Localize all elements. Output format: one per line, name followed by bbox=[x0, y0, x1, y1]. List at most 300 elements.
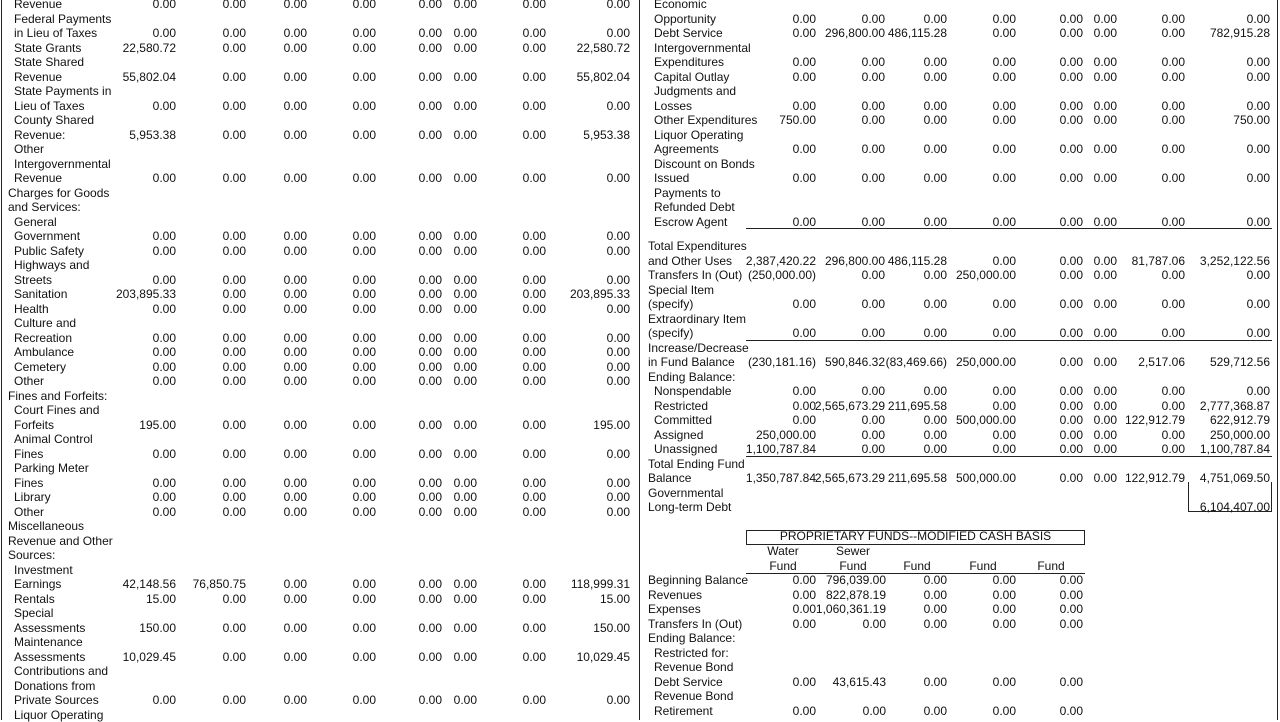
right-row-label: Other Expenditures bbox=[654, 113, 757, 128]
left-cell: 0.00 bbox=[286, 331, 376, 346]
proprietary-title: PROPRIETARY FUNDS--MODIFIED CASH BASIS bbox=[746, 529, 1085, 544]
left-cell: 0.00 bbox=[456, 621, 546, 636]
left-row-label: Fines and Forfeits: bbox=[8, 389, 107, 404]
left-cell: 0.00 bbox=[217, 244, 307, 259]
prop-cell: 0.00 bbox=[726, 617, 816, 632]
prop-row-label: Transfers In (Out) bbox=[648, 617, 742, 632]
left-cell: 0.00 bbox=[156, 26, 246, 41]
right-cell: 0.00 bbox=[857, 413, 947, 428]
left-cell: 55,802.04 bbox=[86, 70, 176, 85]
left-row-label: Special bbox=[14, 606, 53, 621]
left-cell: 0.00 bbox=[286, 273, 376, 288]
prop-cell: 0.00 bbox=[857, 573, 947, 588]
left-cell: 0.00 bbox=[217, 0, 307, 12]
left-cell: 0.00 bbox=[156, 41, 246, 56]
left-cell: 195.00 bbox=[540, 418, 630, 433]
right-row-label: Payments to bbox=[654, 186, 721, 201]
left-cell: 0.00 bbox=[286, 476, 376, 491]
right-cell: 211,695.58 bbox=[857, 471, 947, 486]
left-cell: 0.00 bbox=[456, 0, 546, 12]
left-cell: 0.00 bbox=[286, 345, 376, 360]
left-row-label: Cemetery bbox=[14, 360, 66, 375]
left-cell: 0.00 bbox=[156, 374, 246, 389]
right-cell: 0.00 bbox=[726, 326, 816, 341]
left-cell: 0.00 bbox=[286, 302, 376, 317]
left-cell: 0.00 bbox=[217, 229, 307, 244]
left-cell: 118,999.31 bbox=[540, 577, 630, 592]
right-cell: 0.00 bbox=[993, 12, 1083, 27]
left-cell: 0.00 bbox=[86, 374, 176, 389]
left-cell: 0.00 bbox=[540, 331, 630, 346]
right-cell: 2,517.06 bbox=[1095, 355, 1185, 370]
left-cell: 0.00 bbox=[217, 99, 307, 114]
right-cell: 0.00 bbox=[1027, 399, 1117, 414]
right-cell: 0.00 bbox=[1027, 254, 1117, 269]
left-row-label: Sources: bbox=[8, 548, 55, 563]
right-cell: 0.00 bbox=[1095, 215, 1185, 230]
prop-cell: 0.00 bbox=[857, 675, 947, 690]
right-cell: 0.00 bbox=[926, 326, 1016, 341]
left-cell: 0.00 bbox=[352, 592, 442, 607]
left-cell: 0.00 bbox=[352, 621, 442, 636]
right-cell: 0.00 bbox=[1180, 297, 1270, 312]
right-cell: 486,115.28 bbox=[857, 254, 947, 269]
left-row-label: Earnings bbox=[14, 577, 61, 592]
prop-cell: 0.00 bbox=[726, 675, 816, 690]
left-cell: 0.00 bbox=[352, 273, 442, 288]
left-cell: 0.00 bbox=[286, 374, 376, 389]
right-cell: 2,777,368.87 bbox=[1180, 399, 1270, 414]
right-cell: 0.00 bbox=[993, 384, 1083, 399]
left-cell: 0.00 bbox=[217, 70, 307, 85]
right-cell: 1,100,787.84 bbox=[726, 442, 816, 457]
right-cell: 0.00 bbox=[1027, 70, 1117, 85]
right-cell: 0.00 bbox=[1180, 142, 1270, 157]
page-border-left bbox=[1, 0, 2, 720]
left-cell: 0.00 bbox=[217, 374, 307, 389]
right-cell: 0.00 bbox=[1027, 326, 1117, 341]
left-cell: 0.00 bbox=[156, 505, 246, 520]
right-cell: 0.00 bbox=[1027, 12, 1117, 27]
right-cell: 0.00 bbox=[993, 326, 1083, 341]
left-row-label: Government bbox=[14, 229, 80, 244]
left-cell: 0.00 bbox=[86, 505, 176, 520]
right-cell: 0.00 bbox=[993, 215, 1083, 230]
right-cell: 0.00 bbox=[726, 26, 816, 41]
right-cell: 0.00 bbox=[726, 215, 816, 230]
right-row-label: Governmental bbox=[648, 486, 723, 501]
right-cell: 2,387,420.22 bbox=[726, 254, 816, 269]
left-cell: 0.00 bbox=[286, 693, 376, 708]
right-cell: 0.00 bbox=[795, 113, 885, 128]
right-cell: 296,800.00 bbox=[795, 254, 885, 269]
right-cell: 0.00 bbox=[1027, 215, 1117, 230]
right-cell: 486,115.28 bbox=[857, 26, 947, 41]
left-cell: 0.00 bbox=[286, 490, 376, 505]
left-cell: 0.00 bbox=[352, 229, 442, 244]
left-cell: 22,580.72 bbox=[540, 41, 630, 56]
left-cell: 0.00 bbox=[387, 360, 477, 375]
right-cell: 0.00 bbox=[993, 442, 1083, 457]
left-cell: 0.00 bbox=[286, 70, 376, 85]
prop-cell: 0.00 bbox=[993, 573, 1083, 588]
right-row-label: (specify) bbox=[648, 297, 693, 312]
right-cell: 2,565,673.29 bbox=[795, 471, 885, 486]
right-cell: 0.00 bbox=[926, 70, 1016, 85]
prop-cell: 43,615.43 bbox=[796, 675, 886, 690]
left-cell: 0.00 bbox=[540, 476, 630, 491]
left-cell: 0.00 bbox=[456, 244, 546, 259]
prop-cell: 0.00 bbox=[857, 704, 947, 719]
left-cell: 0.00 bbox=[456, 70, 546, 85]
right-cell: 0.00 bbox=[795, 142, 885, 157]
right-cell: 0.00 bbox=[1095, 12, 1185, 27]
right-cell: 0.00 bbox=[1027, 171, 1117, 186]
right-cell: 0.00 bbox=[1027, 55, 1117, 70]
right-row-label: Total Ending Fund bbox=[648, 457, 745, 472]
left-cell: 0.00 bbox=[540, 374, 630, 389]
right-cell: 0.00 bbox=[795, 428, 885, 443]
left-cell: 0.00 bbox=[387, 128, 477, 143]
left-cell: 0.00 bbox=[456, 171, 546, 186]
left-cell: 0.00 bbox=[456, 505, 546, 520]
left-cell: 0.00 bbox=[86, 0, 176, 12]
left-cell: 0.00 bbox=[456, 287, 546, 302]
right-row-label: Debt Service bbox=[654, 26, 723, 41]
left-cell: 0.00 bbox=[352, 287, 442, 302]
right-cell: 0.00 bbox=[926, 113, 1016, 128]
left-cell: 0.00 bbox=[540, 273, 630, 288]
left-row-label: Revenue bbox=[14, 171, 62, 186]
left-cell: 0.00 bbox=[387, 287, 477, 302]
left-row-label: Parking Meter bbox=[14, 461, 89, 476]
left-cell: 0.00 bbox=[286, 0, 376, 12]
left-cell: 0.00 bbox=[387, 0, 477, 12]
left-row-label: and Services: bbox=[8, 200, 81, 215]
left-cell: 0.00 bbox=[540, 302, 630, 317]
left-cell: 0.00 bbox=[540, 505, 630, 520]
right-cell: 0.00 bbox=[1027, 26, 1117, 41]
prop-row-label: Restricted for: bbox=[654, 646, 729, 661]
left-cell: 0.00 bbox=[387, 26, 477, 41]
left-cell: 10,029.45 bbox=[86, 650, 176, 665]
left-cell: 0.00 bbox=[156, 476, 246, 491]
prop-cell: 0.00 bbox=[857, 617, 947, 632]
right-cell: 0.00 bbox=[926, 384, 1016, 399]
left-cell: 0.00 bbox=[387, 577, 477, 592]
left-cell: 0.00 bbox=[456, 41, 546, 56]
right-row-label: Refunded Debt bbox=[654, 200, 735, 215]
left-cell: 0.00 bbox=[352, 345, 442, 360]
right-cell: 122,912.79 bbox=[1095, 471, 1185, 486]
left-cell: 0.00 bbox=[217, 302, 307, 317]
right-cell: 0.00 bbox=[726, 399, 816, 414]
right-cell: 0.00 bbox=[795, 268, 885, 283]
left-cell: 0.00 bbox=[352, 302, 442, 317]
left-cell: 150.00 bbox=[540, 621, 630, 636]
right-cell: 0.00 bbox=[993, 70, 1083, 85]
right-cell: 0.00 bbox=[726, 55, 816, 70]
left-cell: 0.00 bbox=[387, 273, 477, 288]
right-cell: 0.00 bbox=[726, 384, 816, 399]
right-row-label: Losses bbox=[654, 99, 692, 114]
right-cell: 0.00 bbox=[857, 442, 947, 457]
left-cell: 0.00 bbox=[286, 99, 376, 114]
right-cell: 500,000.00 bbox=[926, 413, 1016, 428]
left-cell: 0.00 bbox=[352, 374, 442, 389]
right-row-label: Expenditures bbox=[654, 55, 724, 70]
left-cell: 0.00 bbox=[86, 273, 176, 288]
left-row-label: Revenue and Other bbox=[8, 534, 113, 549]
left-cell: 0.00 bbox=[217, 693, 307, 708]
left-cell: 203,895.33 bbox=[540, 287, 630, 302]
left-cell: 0.00 bbox=[217, 128, 307, 143]
right-cell: 3,252,122.56 bbox=[1180, 254, 1270, 269]
right-row-label: Extraordinary Item bbox=[648, 312, 746, 327]
left-cell: 0.00 bbox=[352, 490, 442, 505]
left-row-label: Fines bbox=[14, 476, 43, 491]
right-cell: 622,912.79 bbox=[1180, 413, 1270, 428]
right-cell: 1,350,787.84 bbox=[726, 471, 816, 486]
right-cell: 0.00 bbox=[1095, 399, 1185, 414]
right-cell: 0.00 bbox=[993, 55, 1083, 70]
right-cell: 0.00 bbox=[795, 99, 885, 114]
left-cell: 76,850.75 bbox=[156, 577, 246, 592]
left-cell: 0.00 bbox=[286, 26, 376, 41]
right-cell: 0.00 bbox=[795, 326, 885, 341]
left-cell: 5,953.38 bbox=[86, 128, 176, 143]
right-row-label: Capital Outlay bbox=[654, 70, 729, 85]
right-cell: 0.00 bbox=[1027, 113, 1117, 128]
left-cell: 0.00 bbox=[217, 287, 307, 302]
right-row-label: (specify) bbox=[648, 326, 693, 341]
left-cell: 0.00 bbox=[387, 592, 477, 607]
left-row-label: Revenue: bbox=[14, 128, 65, 143]
left-cell: 0.00 bbox=[352, 577, 442, 592]
left-cell: 0.00 bbox=[456, 360, 546, 375]
right-cell: 0.00 bbox=[795, 442, 885, 457]
prop-cell: 0.00 bbox=[926, 602, 1016, 617]
right-cell: 0.00 bbox=[795, 297, 885, 312]
prop-row-label: Revenue Bond bbox=[654, 660, 733, 675]
right-cell: 0.00 bbox=[1180, 384, 1270, 399]
left-cell: 0.00 bbox=[217, 592, 307, 607]
right-cell: 0.00 bbox=[1180, 55, 1270, 70]
right-row-label: Balance bbox=[648, 471, 691, 486]
long-term-debt-value: 6,104,407.00 bbox=[1180, 500, 1270, 515]
proprietary-col-header: Fund bbox=[1011, 559, 1091, 574]
right-cell: 0.00 bbox=[1095, 171, 1185, 186]
right-cell: 0.00 bbox=[857, 142, 947, 157]
left-row-label: Public Safety bbox=[14, 244, 84, 259]
prop-cell: 0.00 bbox=[993, 588, 1083, 603]
page-border-divider bbox=[639, 0, 640, 720]
left-cell: 0.00 bbox=[217, 331, 307, 346]
left-cell: 0.00 bbox=[286, 287, 376, 302]
left-row-label: Culture and bbox=[14, 316, 76, 331]
right-cell: 0.00 bbox=[993, 399, 1083, 414]
right-row-label: Increase/Decrease bbox=[648, 341, 749, 356]
left-cell: 0.00 bbox=[456, 345, 546, 360]
right-cell: 0.00 bbox=[1027, 413, 1117, 428]
right-cell: 0.00 bbox=[795, 70, 885, 85]
left-cell: 0.00 bbox=[456, 650, 546, 665]
prop-row-label: Retirement bbox=[654, 704, 713, 719]
right-row-label: Discount on Bonds bbox=[654, 157, 755, 172]
left-row-label: County Shared bbox=[14, 113, 94, 128]
proprietary-col-header: Water bbox=[743, 544, 823, 559]
right-cell: 0.00 bbox=[726, 70, 816, 85]
left-cell: 0.00 bbox=[86, 490, 176, 505]
prop-cell: 822,878.19 bbox=[796, 588, 886, 603]
left-row-label: Investment bbox=[14, 563, 73, 578]
left-cell: 0.00 bbox=[217, 447, 307, 462]
left-cell: 0.00 bbox=[86, 99, 176, 114]
left-cell: 0.00 bbox=[156, 447, 246, 462]
right-cell: 0.00 bbox=[1180, 268, 1270, 283]
right-cell: 0.00 bbox=[1027, 297, 1117, 312]
right-cell: 0.00 bbox=[857, 215, 947, 230]
left-cell: 0.00 bbox=[387, 621, 477, 636]
right-cell: 0.00 bbox=[1095, 428, 1185, 443]
left-cell: 0.00 bbox=[86, 476, 176, 491]
right-cell: 0.00 bbox=[857, 113, 947, 128]
left-cell: 0.00 bbox=[86, 302, 176, 317]
right-row-label: Long-term Debt bbox=[648, 500, 731, 515]
left-cell: 0.00 bbox=[456, 273, 546, 288]
left-cell: 0.00 bbox=[286, 229, 376, 244]
right-row-label: Economic bbox=[654, 0, 707, 12]
left-cell: 0.00 bbox=[540, 171, 630, 186]
proprietary-col-header: Fund bbox=[813, 559, 893, 574]
right-cell: 0.00 bbox=[857, 55, 947, 70]
prop-row-label: Revenue Bond bbox=[654, 689, 733, 704]
left-cell: 0.00 bbox=[387, 374, 477, 389]
left-cell: 0.00 bbox=[86, 26, 176, 41]
right-cell: 0.00 bbox=[857, 428, 947, 443]
right-row-label: Total Expenditures bbox=[648, 239, 747, 254]
right-cell: 0.00 bbox=[993, 113, 1083, 128]
left-cell: 0.00 bbox=[86, 447, 176, 462]
left-cell: 0.00 bbox=[86, 229, 176, 244]
right-row-label: Escrow Agent bbox=[654, 215, 727, 230]
left-cell: 0.00 bbox=[387, 345, 477, 360]
proprietary-col-header: Sewer bbox=[813, 544, 893, 559]
left-cell: 0.00 bbox=[156, 244, 246, 259]
prop-cell: 0.00 bbox=[926, 588, 1016, 603]
left-row-label: Charges for Goods bbox=[8, 186, 109, 201]
right-cell: 122,912.79 bbox=[1095, 413, 1185, 428]
left-cell: 0.00 bbox=[387, 302, 477, 317]
prop-cell: 796,039.00 bbox=[796, 573, 886, 588]
left-cell: 22,580.72 bbox=[86, 41, 176, 56]
left-cell: 0.00 bbox=[352, 650, 442, 665]
left-cell: 0.00 bbox=[387, 41, 477, 56]
right-cell: 0.00 bbox=[926, 215, 1016, 230]
right-cell: 0.00 bbox=[857, 171, 947, 186]
left-cell: 0.00 bbox=[217, 26, 307, 41]
left-row-label: Revenue bbox=[14, 70, 62, 85]
right-cell: 0.00 bbox=[993, 254, 1083, 269]
left-cell: 150.00 bbox=[86, 621, 176, 636]
left-cell: 0.00 bbox=[217, 577, 307, 592]
left-cell: 0.00 bbox=[217, 621, 307, 636]
right-row-label: Issued bbox=[654, 171, 689, 186]
left-cell: 10,029.45 bbox=[540, 650, 630, 665]
right-cell: (83,469.66) bbox=[857, 355, 947, 370]
left-cell: 0.00 bbox=[286, 505, 376, 520]
right-cell: 750.00 bbox=[726, 113, 816, 128]
left-cell: 0.00 bbox=[286, 244, 376, 259]
right-cell: 0.00 bbox=[993, 171, 1083, 186]
right-cell: 0.00 bbox=[993, 355, 1083, 370]
left-cell: 0.00 bbox=[156, 99, 246, 114]
right-row-label: Special Item bbox=[648, 283, 714, 298]
left-cell: 0.00 bbox=[156, 0, 246, 12]
prop-cell: 0.00 bbox=[796, 617, 886, 632]
left-cell: 0.00 bbox=[217, 490, 307, 505]
left-row-label: Federal Payments bbox=[14, 12, 111, 27]
left-cell: 0.00 bbox=[217, 476, 307, 491]
right-cell: 0.00 bbox=[993, 26, 1083, 41]
left-cell: 0.00 bbox=[387, 331, 477, 346]
right-cell: 0.00 bbox=[1180, 70, 1270, 85]
left-row-label: Assessments bbox=[14, 621, 85, 636]
left-cell: 55,802.04 bbox=[540, 70, 630, 85]
right-cell: 0.00 bbox=[926, 254, 1016, 269]
left-cell: 0.00 bbox=[286, 621, 376, 636]
left-cell: 0.00 bbox=[156, 331, 246, 346]
left-cell: 0.00 bbox=[286, 171, 376, 186]
right-cell: 0.00 bbox=[1095, 99, 1185, 114]
left-row-label: State Shared bbox=[14, 55, 84, 70]
right-cell: 0.00 bbox=[1027, 384, 1117, 399]
right-cell: 0.00 bbox=[993, 471, 1083, 486]
right-cell: 0.00 bbox=[1095, 113, 1185, 128]
left-cell: 42,148.56 bbox=[86, 577, 176, 592]
left-cell: 0.00 bbox=[387, 244, 477, 259]
left-cell: 0.00 bbox=[387, 490, 477, 505]
right-cell: 0.00 bbox=[1180, 171, 1270, 186]
left-cell: 0.00 bbox=[456, 592, 546, 607]
left-row-label: Private Sources bbox=[14, 693, 99, 708]
right-cell: 0.00 bbox=[726, 12, 816, 27]
left-cell: 0.00 bbox=[156, 229, 246, 244]
right-cell: 0.00 bbox=[1180, 12, 1270, 27]
right-row-label: Ending Balance: bbox=[648, 370, 735, 385]
left-row-label: in Lieu of Taxes bbox=[14, 26, 97, 41]
prop-cell: 0.00 bbox=[993, 617, 1083, 632]
right-cell: 0.00 bbox=[1095, 384, 1185, 399]
right-cell: 0.00 bbox=[795, 12, 885, 27]
right-cell: 0.00 bbox=[726, 99, 816, 114]
prop-row-label: Revenues bbox=[648, 588, 702, 603]
right-cell: 296,800.00 bbox=[795, 26, 885, 41]
left-cell: 0.00 bbox=[540, 490, 630, 505]
right-row-label: Liquor Operating bbox=[654, 128, 743, 143]
prop-cell: 0.00 bbox=[726, 602, 816, 617]
right-row-label: Transfers In (Out) bbox=[648, 268, 742, 283]
left-row-label: Intergovernmental bbox=[14, 157, 111, 172]
right-cell: 0.00 bbox=[926, 55, 1016, 70]
left-row-label: Sanitation bbox=[14, 287, 67, 302]
left-cell: 0.00 bbox=[387, 650, 477, 665]
left-cell: 0.00 bbox=[387, 99, 477, 114]
left-cell: 0.00 bbox=[156, 302, 246, 317]
right-row-label: Assigned bbox=[654, 428, 703, 443]
left-row-label: Other bbox=[14, 142, 44, 157]
left-cell: 0.00 bbox=[156, 273, 246, 288]
